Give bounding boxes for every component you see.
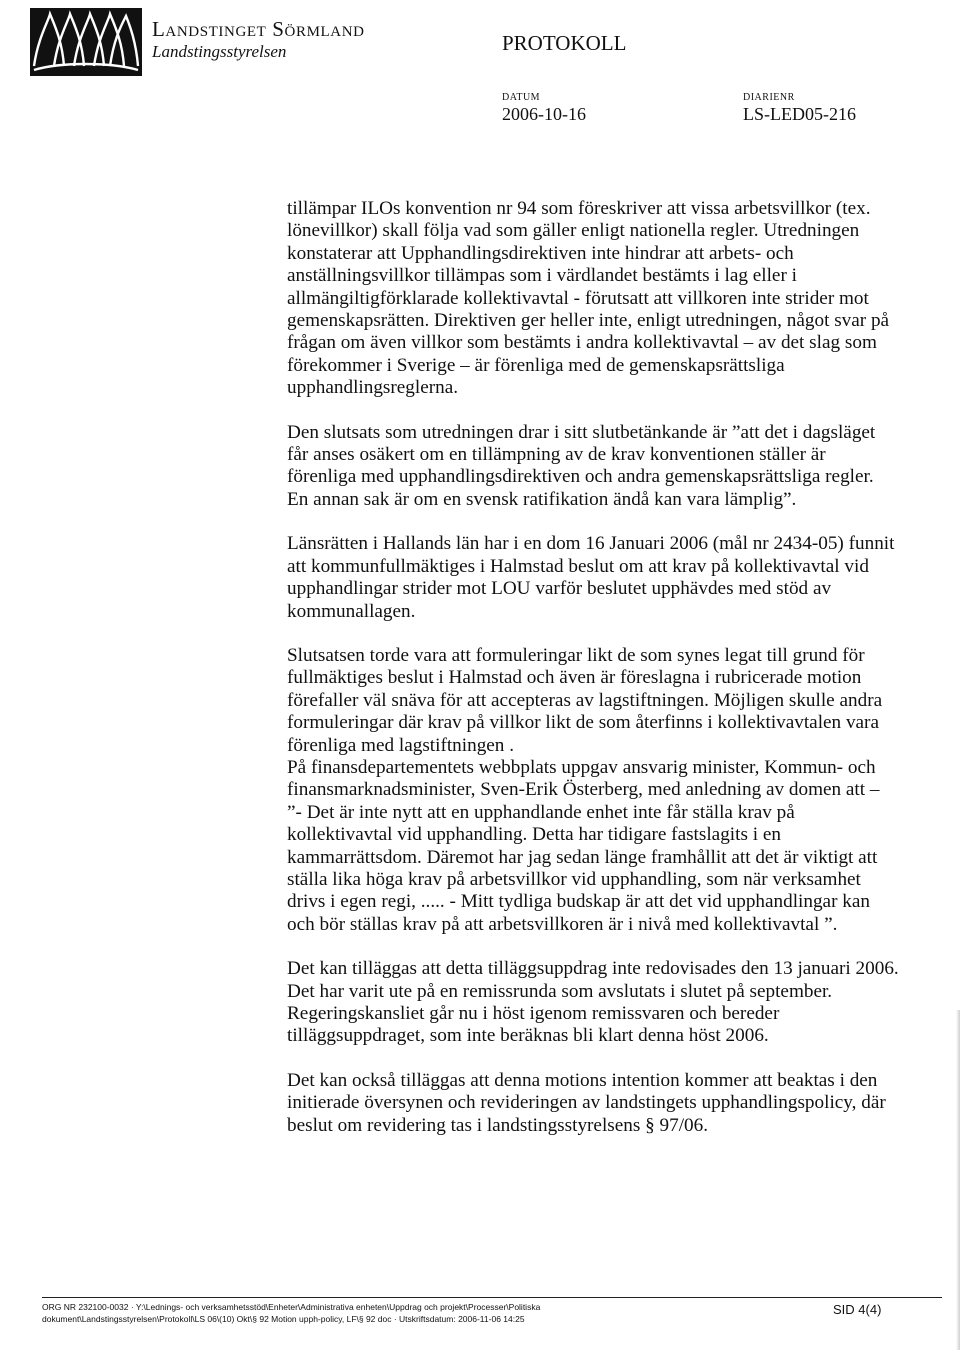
paragraph-supplementary-assignment: Det kan tilläggas att detta tilläggsuppdrag inte redovisades den 13 januari 2006. Det har varit ute på en remissrunda som avslutats i slutet på september. Regeringskansliet går nu i höst igenom remissvaren och bereder tilläggsuppdraget, som inte beräknas bli klart denna höst 2006. bbox=[287, 958, 899, 1047]
paragraph-minister-statement: På finansdepartementets webbplats uppgav ansvarig minister, Kommun- och finansmarknadsminister, Sven-Erik Österberg, med anledning av domen att – ”- Det är inte nytt att en upphandlande enhet inte får ställa krav på kollektivavtal vid upphandling. Detta har tidigare fastslagits i en kammarrättsdom. Däremot har jag sedan länge framhållit att det är viktigt att ställa lika höga krav på arbetsvillkor vid upphandling, som när verksamhet drivs i egen regi, ..... - Mitt tydliga budskap är att det vid upphandlingar kan och bör ställas krav på att arbetsvillkoren är i nivå med kollektivavtal ”. bbox=[287, 756, 880, 935]
footer-line-1: ORG NR 232100-0032 · Y:\Lednings- och verksamhetsstöd\Enheter\Administrativa enheten\Uppdrag och projekt\Processer\Politiska bbox=[42, 1302, 541, 1312]
organization-department: Landstingsstyrelsen bbox=[152, 42, 287, 61]
paragraph-report-conclusion: Den slutsats som utredningen drar i sitt slutbetänkande är ”att det i dagsläget får anses osäkert om en tillämpning av de krav konventionen ställer är förenliga med upphandlingsdirektiven och andra gemenskapsrättsliga regler. En annan sak är om en svensk ratifikation ändå kan vara lämplig”. bbox=[287, 421, 876, 510]
landstinget-sormland-logo-icon bbox=[30, 8, 142, 76]
organization-name: Landstinget Sörmland bbox=[152, 17, 365, 41]
document-type: PROTOKOLL bbox=[502, 31, 627, 55]
scan-edge-shadow bbox=[956, 1010, 960, 1350]
date-value: 2006-10-16 bbox=[502, 104, 586, 124]
diary-number-value: LS-LED05-216 bbox=[743, 104, 856, 124]
protocol-body bbox=[287, 198, 899, 1159]
diary-number-label: DIARIENR bbox=[743, 92, 795, 103]
paragraph-court-ruling: Länsrätten i Hallands län har i en dom 16 Januari 2006 (mål nr 2434-05) funnit att kommunfullmäktiges i Halmstad beslut om att krav på kollektivavtal vid upphandlingar strider mot LOU varför beslutet upphävdes med stöd av kommunallagen. bbox=[287, 533, 895, 622]
date-label: DATUM bbox=[502, 92, 541, 103]
paragraph-formulation-conclusion: Slutsatsen torde vara att formuleringar likt de som synes legat till grund för fullmäktiges beslut i Halmstad och även är föreslagna i rubricerade motion förefaller väl snäva för att accepteras av lagstiftningen. Möjligen skulle andra formuleringar där krav på villkor likt de som återfinns i kollektivavtalen vara förenliga med lagstiftningen . bbox=[287, 644, 883, 756]
paragraph-policy-review: Det kan också tilläggas att denna motions intention kommer att beaktas i den initierade översynen och revideringen av landstingets upphandlingspolicy, där beslut om revidering tas i landstingsstyrelsens § 97/06. bbox=[287, 1069, 886, 1136]
footer-divider bbox=[42, 1297, 942, 1298]
page-number: SID 4(4) bbox=[833, 1302, 882, 1317]
footer-line-2: dokument\Landstingsstyrelsen\Protokoll\LS 06\(10) Okt\§ 92 Motion upph-policy, LF\§ 92 doc · Utskriftsdatum: 2006-11-06 14:25 bbox=[42, 1314, 525, 1324]
footer-file-path bbox=[42, 1301, 812, 1325]
paragraph-ilo-convention: tillämpar ILOs konvention nr 94 som föreskriver att vissa arbetsvillkor (tex. lönevillkor) skall följa vad som gäller enligt nationella regler. Utredningen konstaterar att Upphandlingsdirektiven inte hindrar att arbets- och anställningsvillkor tillämpas som i värdlandet bestämts i lag eller i allmängiltigförklarade kollektivavtal - förutsatt att villkoren inte strider mot gemenskapsrätten. Direktiven ger heller inte, enligt utredningen, något svar på frågan om även villkor som bestämts i andra kollektivavtal – av det slag som förekommer i Sverige – är förenliga med de gemenskapsrättsliga upphandlingsreglerna. bbox=[287, 198, 890, 399]
